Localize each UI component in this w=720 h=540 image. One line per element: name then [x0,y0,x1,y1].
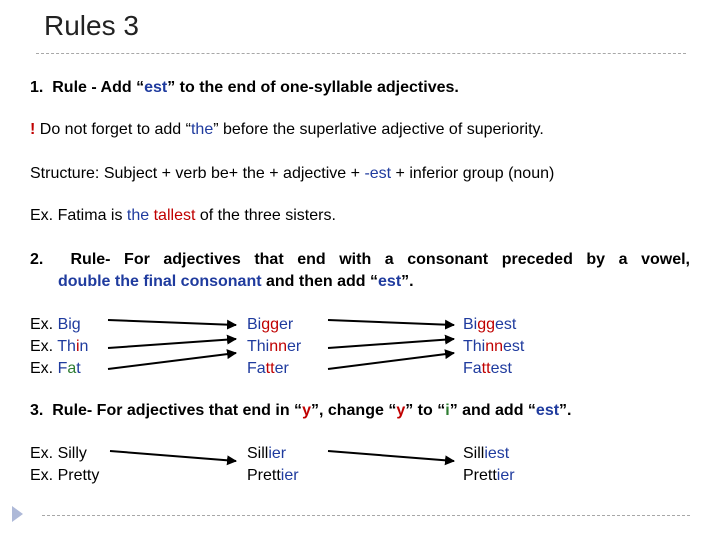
example-text: Ex. Fatima is [30,207,127,224]
ending: est [495,316,517,333]
rule-3-y-2: y [396,402,406,419]
rule-2-text-end: ”. [401,273,414,290]
ending: er [274,360,289,377]
ending: er [279,316,294,333]
ex-label: Ex. [30,360,58,377]
rule-3-suffix: est [535,402,560,419]
stem: Bi [463,316,478,333]
rule-3-text-3: ” to “ [405,402,446,419]
doubled-consonant: gg [261,316,280,333]
rule-2-double: double the final consonant [58,273,262,290]
consonant-part: t [76,360,81,377]
rule-3-i: i [445,402,450,419]
stem: Fa [247,360,266,377]
structure-text: : Subject + verb be+ the + adjective + [94,165,365,182]
slide-title: Rules 3 [44,10,139,41]
ending: ier [268,445,287,462]
note-text-end: ” before the superlative adjective of superiority. [213,121,544,138]
rule-3-examples-superlative [463,443,515,487]
rule-3-number: 3. [30,402,44,419]
stem: Sill [247,445,269,462]
consonant-part: g [71,316,81,333]
doubled-consonant: tt [265,360,275,377]
rule-1-text: Rule - Add “ [52,79,145,96]
arrow-right-icon [108,339,236,348]
ending: ier [280,467,299,484]
rule-3-text: Rule- For adjectives that end in “ [52,402,303,419]
ending: est [503,338,525,355]
sillier [247,443,299,465]
rule-3 [30,402,572,420]
arrow-right-icon [108,320,236,325]
ending: ier [496,467,515,484]
rule-2-text: Rule- For adjectives that end with a consonant preceded by a vowel, [70,251,691,268]
silliest [463,443,515,465]
note-the: the [190,121,214,138]
rule-3-examples-base [30,443,99,487]
example-pretty: Ex. Pretty [30,467,100,484]
stem: Thi [463,338,486,355]
rule-2-suffix: est [378,273,402,290]
ex-label: Ex. [30,316,58,333]
structure-label: Structure [30,165,95,182]
arrow-right-icon [110,451,236,461]
vowel-part: i [68,316,72,333]
rule-3-y: y [302,402,311,419]
stem: Bi [247,316,262,333]
ending: er [287,338,302,355]
rule-1-suffix: est [144,79,168,96]
arrow-right-icon [328,339,454,348]
prettier-superlative [463,465,515,487]
rule-2-arrows [108,320,454,369]
base-part: Th [57,338,76,355]
rule-3-text-end: ”. [559,402,572,419]
footer-divider [42,515,690,516]
vowel-part: a [67,360,77,377]
base-part: B [57,316,69,333]
consonant-part: n [79,338,89,355]
rule-2-number: 2. [30,251,44,268]
example-tallest: tallest [153,207,196,224]
note-text: Do not forget to add “ [35,121,191,138]
rule-2-text-2: and then add “ [261,273,379,290]
arrow-right-icon [108,353,236,369]
rule-1-number: 1. [30,79,44,96]
arrow-right-icon [328,320,454,325]
doubled-consonant: nn [485,338,504,355]
stem: Prett [247,467,281,484]
rule-3-text-2: ”, change “ [310,402,397,419]
arrow-right-icon [328,353,454,369]
example-the: the [126,207,150,224]
doubled-consonant: nn [269,338,288,355]
arrow-right-icon [328,451,454,461]
stem: Fa [463,360,482,377]
stem: Prett [463,467,497,484]
doubled-consonant: gg [477,316,496,333]
structure-text-end: + inferior group (noun) [391,165,555,182]
exclamation-mark: ! [30,121,36,138]
vowel-part: i [75,338,80,355]
stem: Sill [463,445,485,462]
base-part: F [57,360,68,377]
rule-3-examples-comparative [247,443,299,487]
ending: iest [484,445,510,462]
rule-1-text-end: ” to the end of one-syllable adjectives. [167,79,459,96]
example-text-end: of the three sisters. [195,207,336,224]
prettier-comparative [247,465,299,487]
doubled-consonant: tt [481,360,491,377]
structure-suffix: -est [364,165,392,182]
example-silly: Ex. Silly [30,445,87,462]
ex-label: Ex. [30,338,58,355]
rule-3-text-4: ” and add “ [449,402,536,419]
ending: est [490,360,512,377]
stem: Thi [247,338,270,355]
slide-bullet-icon [12,506,23,522]
